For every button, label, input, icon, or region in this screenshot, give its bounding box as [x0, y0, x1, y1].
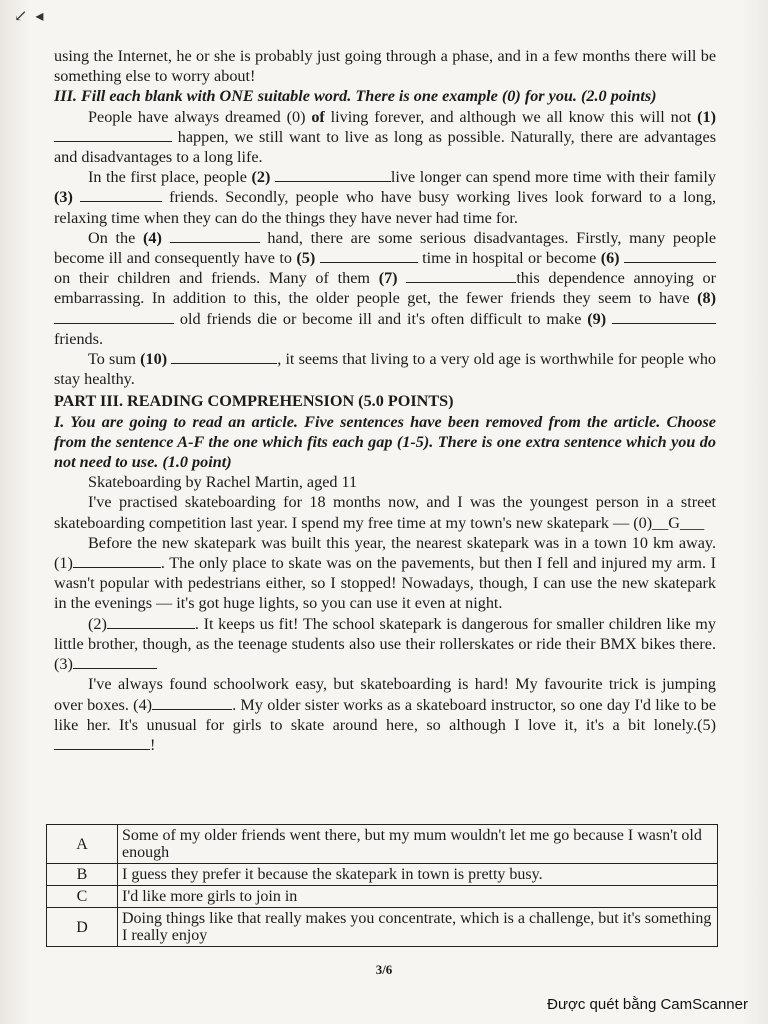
gap-blank-r3[interactable] [73, 654, 157, 669]
gap-blank-4[interactable] [170, 228, 260, 243]
article-text: (2) [88, 614, 107, 633]
article-text: . The only place to skate was on the pavements, but then I fell and injured my arm. I wasn't popular with pedestrians either, so I stopped! Nowadays, though, I can use the new skatepark in the evenings — it's got huge lights, so you can use it even at night. [54, 554, 716, 613]
gap-blank-6[interactable] [624, 248, 716, 263]
gap-number: (6) [600, 249, 620, 268]
cloze-text: People have always dreamed (0) [88, 107, 312, 126]
gap-number: (3) [54, 188, 73, 207]
gap-number: (7) [378, 269, 398, 288]
gap-blank-9[interactable] [612, 309, 716, 324]
cloze-text: friends. Secondly, people who have busy working lives look forward to a long, relaxing time when they can do the things they have never had time for. [54, 188, 717, 227]
option-text: Some of my older friends went there, but my mum wouldn't let me go because I wasn't old enough [118, 825, 718, 864]
gap-blank-1[interactable] [54, 127, 172, 142]
previous-paragraph-end: using the Internet, he or she is probably just going through a phase, and in a few months there will be something else to worry about! [54, 47, 716, 86]
cloze-text: On the [88, 228, 144, 247]
gap-blank-r5[interactable] [54, 735, 150, 750]
article-title: Skateboarding by Rachel Martin, aged 11 [88, 473, 358, 492]
cloze-text: on their children and friends. Many of them [54, 269, 379, 288]
cloze-text: , it seems that living to a very old age is worthwhile for people who stay healthy. [54, 350, 717, 389]
example-answer: of [311, 107, 325, 126]
article-paragraph-1: I've practised skateboarding for 18 months now, and I was the youngest person in a street skateboarding competition last year. I spend my free time at my town's new skatepark — (0)__G___ [54, 493, 716, 532]
option-key: A [47, 825, 118, 864]
gap-blank-5[interactable] [320, 248, 418, 263]
cloze-paragraph-2 [54, 167, 716, 228]
option-row [47, 886, 718, 908]
gap-number: (4) [143, 228, 162, 247]
cloze-text: live longer can spend more time with their family [390, 168, 716, 187]
cloze-text: happen, we still want to live as long as possible. Naturally, there are advantages and disadvantages to a long life. [54, 127, 716, 167]
cloze-paragraph-4 [54, 349, 716, 389]
option-row [47, 864, 718, 886]
corner-mark: ↙ ◂ [14, 8, 46, 25]
option-key: B [47, 864, 118, 886]
gap-blank-3[interactable] [80, 187, 162, 202]
cloze-text: In the first place, people [88, 168, 252, 187]
scanner-watermark: Được quét bằng CamScanner [547, 996, 748, 1013]
reading-instruction: I. You are going to read an article. Five sentences have been removed from the article. Choose from the sentence A-F the one which fits each gap (1-5). There is one extra sentence which you do not need to use. (1.0 point) [54, 412, 716, 472]
cloze-paragraph-1 [54, 107, 716, 168]
article-paragraph-4 [54, 674, 716, 755]
gap-blank-r4[interactable] [152, 695, 232, 710]
option-text: I guess they prefer it because the skatepark in town is pretty busy. [118, 864, 718, 886]
cloze-text: time in hospital or become [417, 249, 601, 268]
option-row [47, 908, 718, 947]
gap-number: (1) [697, 107, 716, 126]
cloze-text: friends. [54, 329, 103, 348]
article-text: . My older sister works as a skateboard instructor, so one day I'd like to be like her. It's unusual for girls to skate around here, so although I love it, it's a bit lonely.(5) [54, 695, 717, 734]
article-text: I've always found schoolwork easy, but skateboarding is hard! My favourite trick is jumping over boxes. (4) [54, 675, 716, 714]
gap-blank-10[interactable] [171, 349, 277, 364]
option-row [47, 825, 718, 864]
cloze-text: old friends die or become ill and it's often difficult to make [174, 309, 588, 328]
gap-number: (2) [251, 168, 271, 187]
gap-blank-2[interactable] [275, 167, 391, 182]
article-text: Before the new skatepark was built this year, the nearest skatepark was in a town 10 km away. (1) [54, 533, 716, 573]
article-paragraph-2 [54, 533, 716, 614]
gap-number: (8) [697, 289, 716, 308]
gap-number: (9) [587, 309, 607, 328]
gap-blank-r1[interactable] [73, 553, 161, 568]
article-paragraph-3 [54, 614, 716, 675]
gap-number: (5) [296, 249, 316, 268]
gap-blank-7[interactable] [406, 268, 516, 283]
article-text: ! [150, 735, 156, 754]
gap-number: (10) [140, 350, 168, 369]
option-text: I'd like more girls to join in [118, 886, 718, 908]
sentence-options-table [46, 824, 718, 947]
article-text: . It keeps us fit! The school skatepark is dangerous for smaller children like my little brother, though, as the teenage students also use their rollerskates or ride their BMX bikes there. (3) [54, 614, 716, 674]
page-content [54, 46, 716, 755]
section-3-instruction: III. Fill each blank with ONE suitable word. There is one example (0) for you. (2.0 points) [54, 87, 657, 106]
gap-blank-8[interactable] [54, 309, 174, 324]
cloze-text: this dependence annoying or embarrassing. In addition to this, the older people get, the fewer friends they seem to have [54, 269, 717, 308]
cloze-paragraph-3 [54, 228, 716, 349]
gap-blank-r2[interactable] [107, 614, 195, 629]
page-number: 3/6 [375, 962, 393, 977]
cloze-text: hand, there are some serious disadvantages. Firstly, many people become ill and consequently have to [54, 228, 717, 268]
option-text: Doing things like that really makes you concentrate, which is a challenge, but it's something I really enjoy [118, 908, 718, 947]
option-key: C [47, 886, 118, 908]
cloze-text: living forever, and although we all know this will not [324, 107, 698, 126]
cloze-text: To sum [88, 350, 141, 369]
option-key: D [47, 908, 118, 947]
part-3-heading: PART III. READING COMPREHENSION (5.0 POINTS) [54, 392, 454, 411]
